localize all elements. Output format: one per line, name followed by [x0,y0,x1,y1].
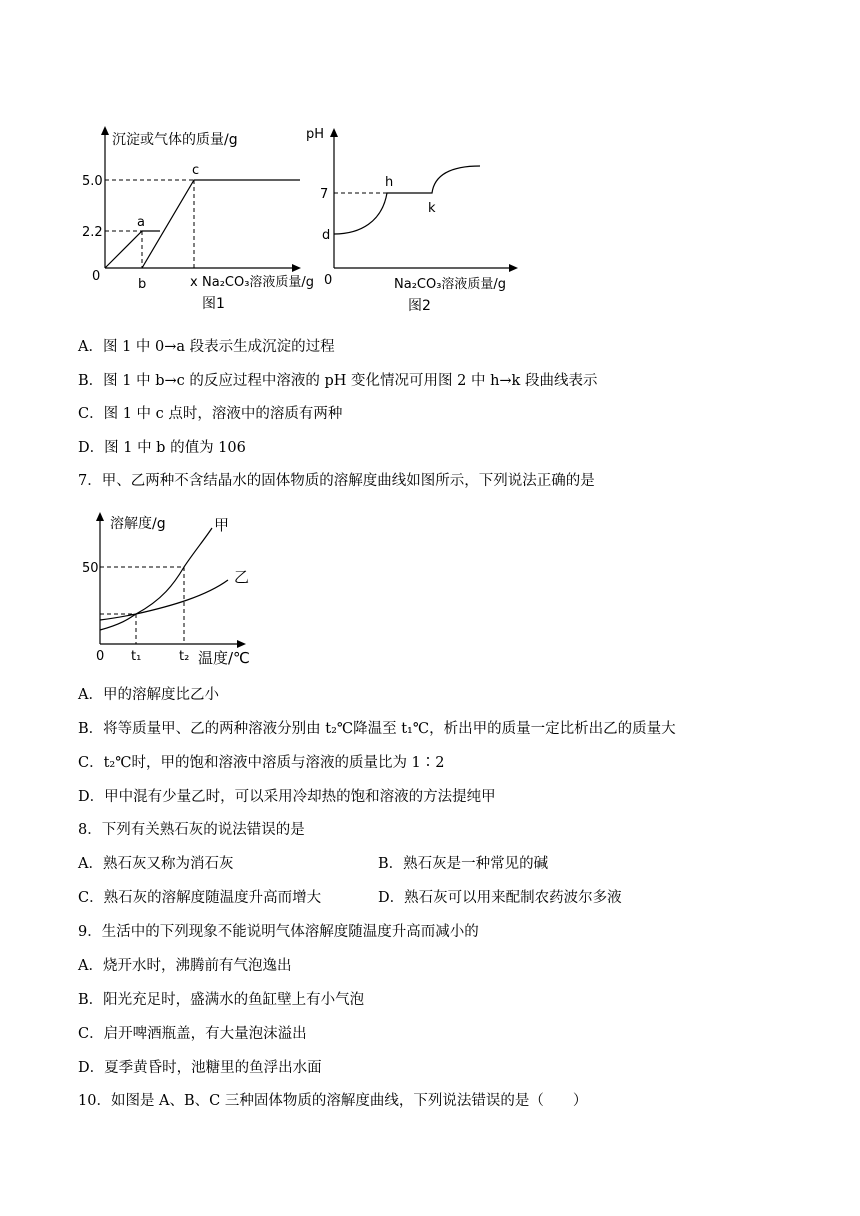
q9-option-b: B．阳光充足时，盛满水的鱼缸壁上有小气泡 [78,992,365,1008]
figure-2-ytick-7: 7 [320,187,329,202]
q8-option-b: B．熟石灰是一种常见的碱 [378,856,549,872]
q7-option-d: D．甲中混有少量乙时，可以采用冷却热的饱和溶液的方法提纯甲 [78,789,496,805]
figure-1-axes [105,132,295,268]
q8-stem: 8．下列有关熟石灰的说法错误的是 [78,822,305,838]
q8-option-d: D．熟石灰可以用来配制农药波尔多液 [378,890,622,906]
figure-2-point-k: k [428,201,436,216]
figure-3-solubility-chart [82,508,262,672]
figure-2-point-d: d [322,228,331,243]
figure-3-xtick-t1: t₁ [131,649,142,664]
figure-1-caption: 图1 [202,296,225,312]
figure-3-label-yi: 乙 [234,568,250,586]
q6-option-a: A．图 1 中 0→a 段表示生成沉淀的过程 [78,339,335,355]
q9-option-c: C．启开啤酒瓶盖，有大量泡沫溢出 [78,1026,307,1042]
figure-2-origin: 0 [324,273,333,288]
figure-3-xlabel: 温度/℃ [198,649,250,667]
figure-2-chart [300,122,530,320]
figure-3-axes [100,518,240,644]
figure-3-label-jia: 甲 [214,516,230,534]
figure-3-curve-jia [100,528,212,630]
q7-option-a: A．甲的溶解度比乙小 [78,687,219,703]
figure-1-xlabel: Na₂CO₃溶液质量/g [202,275,315,290]
figure-3-ylabel: 溶解度/g [110,516,166,532]
figure-2-curves [334,166,480,234]
figure-3-ytick-50: 50 [82,561,99,576]
figure-2-point-h: h [385,175,394,190]
q7-stem: 7．甲、乙两种不含结晶水的固体物质的溶解度曲线如图所示，下列说法正确的是 [78,473,595,489]
q6-option-b: B．图 1 中 b→c 的反应过程中溶液的 pH 变化情况可用图 2 中 h→k 段曲线表示 [78,373,598,389]
q8-option-c: C．熟石灰的溶解度随温度升高而增大 [78,890,322,906]
figure-3-curve-yi [100,580,228,620]
q7-option-c: C．t₂℃时，甲的饱和溶液中溶质与溶液的质量比为 1∶2 [78,755,445,771]
figure-2-xlabel: Na₂CO₃溶液质量/g [394,277,507,292]
figure-3-xtick-t2: t₂ [179,649,190,664]
figure-1-point-b: b [138,277,147,292]
figure-2-caption: 图2 [408,298,431,314]
q9-option-a: A．烧开水时，沸腾前有气泡逸出 [78,958,292,974]
q6-option-d: D．图 1 中 b 的值为 106 [78,440,246,456]
figure-1-point-x: x [190,275,198,290]
q7-option-b: B．将等质量甲、乙的两种溶液分别由 t₂℃降温至 t₁℃，析出甲的质量一定比析出乙的质量大 [78,721,676,737]
figure-1-ylabel: 沉淀或气体的质量/g [112,132,238,148]
figure-1-origin: 0 [92,269,101,284]
figure-1-curves [105,180,300,268]
figure-2-ylabel: pH [306,127,325,142]
figure-1-ytick-2: 2.2 [82,225,103,240]
figure-1-chart [80,120,333,320]
q8-option-a: A．熟石灰又称为消石灰 [78,856,234,872]
figure-1-ytick-5: 5.0 [82,174,103,189]
figure-1-point-a: a [137,215,145,230]
figure-2-axes [334,134,512,268]
figure-1-point-c: c [192,163,200,178]
q9-stem: 9．生活中的下列现象不能说明气体溶解度随温度升高而减小的 [78,924,479,940]
q9-option-d: D．夏季黄昏时，池糖里的鱼浮出水面 [78,1060,322,1076]
figure-3-origin: 0 [96,649,105,664]
q6-option-c: C．图 1 中 c 点时，溶液中的溶质有两种 [78,406,343,422]
q10-stem: 10．如图是 A、B、C 三种固体物质的溶解度曲线，下列说法错误的是（ ） [78,1093,588,1109]
